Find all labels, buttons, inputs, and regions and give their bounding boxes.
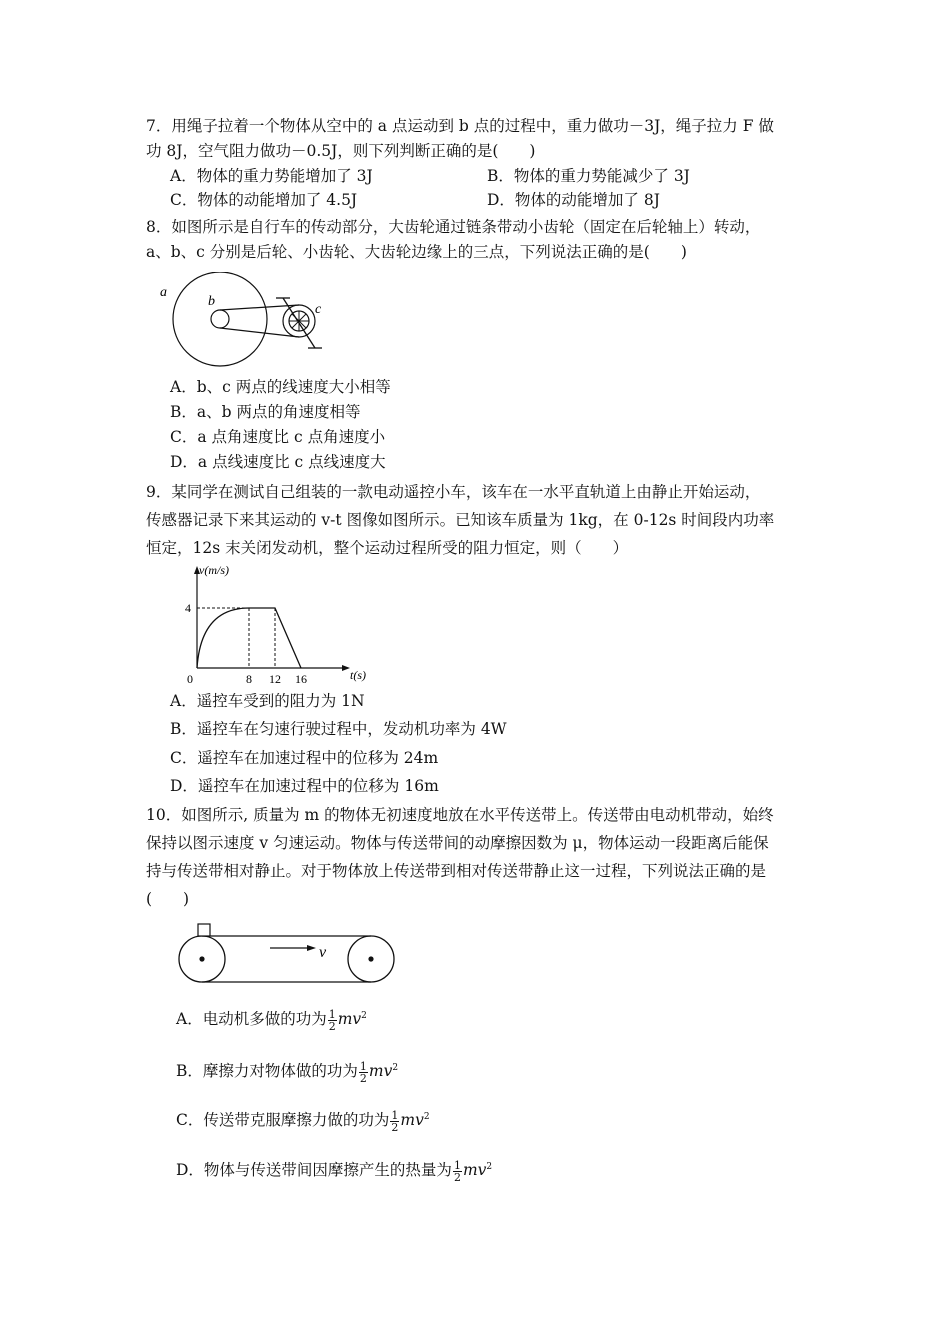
q7-option-a: A．物体的重力势能增加了 3J — [170, 167, 373, 185]
q10-option-c-text: C．传送带克服摩擦力做的功为 — [176, 1111, 390, 1130]
q9-option-c: C．遥控车在加速过程中的位移为 24m — [170, 749, 439, 767]
fraction-half — [390, 1110, 399, 1133]
x-axis-label: t(s) — [350, 668, 366, 682]
big-sprocket-spokes — [289, 311, 309, 331]
q10-line-4: ( ) — [146, 890, 190, 908]
q7-option-c: C．物体的动能增加了 4.5J — [170, 191, 358, 209]
q9-option-d: D．遥控车在加速过程中的位移为 16m — [170, 777, 439, 795]
q9-option-b: B．遥控车在匀速行驶过程中，发动机功率为 4W — [170, 720, 507, 738]
mv-symbol: mv — [337, 1010, 362, 1029]
x-axis-arrow — [342, 665, 350, 671]
q10-line-1 — [146, 803, 774, 827]
q9-line-3: 恒定，12s 末关闭发动机，整个运动过程所受的阻力恒定，则（ ） — [146, 539, 629, 557]
fraction-numerator: 1 — [328, 1007, 336, 1021]
mv-symbol: mv — [462, 1161, 487, 1180]
q10-option-d — [176, 1155, 492, 1183]
right-pulley-axle — [368, 956, 373, 961]
label-c: c — [315, 302, 322, 317]
q8-line-1: 8．如图所示是自行车的传动部分，大齿轮通过链条带动小齿轮（固定在后轮轴上）转动， — [146, 218, 761, 236]
label-b: b — [208, 294, 215, 309]
q9-line-2: 传感器记录下来其运动的 v-t 图像如图所示。已知该车质量为 1kg，在 0-12s 时间段内功率 — [146, 511, 775, 529]
fraction-half — [453, 1160, 462, 1183]
x-tick-12: 12 — [269, 672, 281, 686]
x-tick-16: 16 — [295, 672, 307, 686]
q9-option-a: A．遥控车受到的阻力为 1N — [170, 692, 365, 710]
fraction-numerator: 1 — [453, 1158, 461, 1172]
vt-chart — [180, 562, 380, 686]
fraction-denominator: 2 — [359, 1071, 367, 1085]
q7-line-2: 功 8J，空气阻力做功－0.5J，则下列判断正确的是( ) — [146, 142, 536, 160]
mv-symbol: mv — [368, 1062, 393, 1081]
q7-line-1: 7．用绳子拉着一个物体从空中的 a 点运动到 b 点的过程中，重力做功－3J，绳子拉力 F 做 — [146, 117, 774, 135]
block-object — [198, 924, 210, 936]
x-tick-0: 0 — [187, 672, 193, 686]
q9-line-1: 9．某同学在测试自己组装的一款电动遥控小车，该车在一水平直轨道上由静止开始运动， — [146, 483, 761, 501]
fraction-numerator: 1 — [359, 1059, 367, 1073]
q10-option-d-text: D．物体与传送带间因摩擦产生的热量为 — [176, 1161, 452, 1180]
q10-option-c — [176, 1105, 430, 1133]
square-exponent: 2 — [392, 1063, 399, 1073]
q10-line-2: 保持以图示速度 v 匀速运动。物体与传送带间的动摩擦因数为 μ，物体运动一段距离后能保 — [146, 834, 769, 852]
q8-option-c: C．a 点角速度比 c 点角速度小 — [170, 428, 386, 446]
label-a: a — [160, 285, 167, 300]
square-exponent: 2 — [423, 1112, 430, 1122]
q10-option-a-text: A．电动机多做的功为 — [176, 1010, 327, 1029]
mv-symbol: mv — [400, 1111, 424, 1130]
vt-guides — [197, 608, 275, 668]
small-sprocket — [211, 310, 229, 328]
vt-tick-labels — [185, 601, 307, 686]
y-axis-label: v(m/s) — [199, 563, 229, 577]
square-exponent: 2 — [361, 1011, 367, 1021]
q10-option-b — [176, 1056, 398, 1084]
q7-option-d: D．物体的动能增加了 8J — [487, 191, 660, 209]
bicycle-transmission-figure — [150, 272, 340, 372]
conveyor-belt-figure — [174, 920, 404, 986]
chain-top — [220, 305, 299, 310]
fraction-denominator: 2 — [391, 1120, 399, 1134]
q7-option-b: B．物体的重力势能减少了 3J — [487, 167, 690, 185]
square-exponent: 2 — [486, 1162, 493, 1172]
fraction-half — [359, 1061, 368, 1084]
q8-option-d: D．a 点线速度比 c 点线速度大 — [170, 453, 386, 471]
left-pulley-axle — [199, 956, 204, 961]
fraction-denominator: 2 — [328, 1019, 336, 1033]
q8-line-2: a、b、c 分别是后轮、小齿轮、大齿轮边缘上的三点，下列说法正确的是( ) — [146, 243, 687, 261]
fraction-half — [328, 1009, 337, 1032]
velocity-label: v — [319, 944, 327, 961]
y-tick-4: 4 — [185, 601, 191, 615]
fraction-denominator: 2 — [453, 1170, 461, 1184]
rear-wheel — [173, 272, 267, 366]
fraction-numerator: 1 — [391, 1108, 399, 1122]
q10-option-b-text: B．摩擦力对物体做的功为 — [176, 1062, 358, 1081]
q8-option-b: B．a、b 两点的角速度相等 — [170, 403, 361, 421]
velocity-arrow-head — [307, 945, 316, 951]
q10-option-a — [176, 1004, 367, 1032]
q10-line-1-text: 10．如图所示, 质量为 m 的物体无初速度地放在水平传送带上。传送带由电动机带动，始终 — [146, 806, 774, 824]
q8-option-a: A．b、c 两点的线速度大小相等 — [170, 378, 391, 396]
x-tick-8: 8 — [246, 672, 252, 686]
q10-line-3: 持与传送带相对静止。对于物体放上传送带到相对传送带静止这一过程，下列说法正确的是 — [146, 862, 767, 880]
